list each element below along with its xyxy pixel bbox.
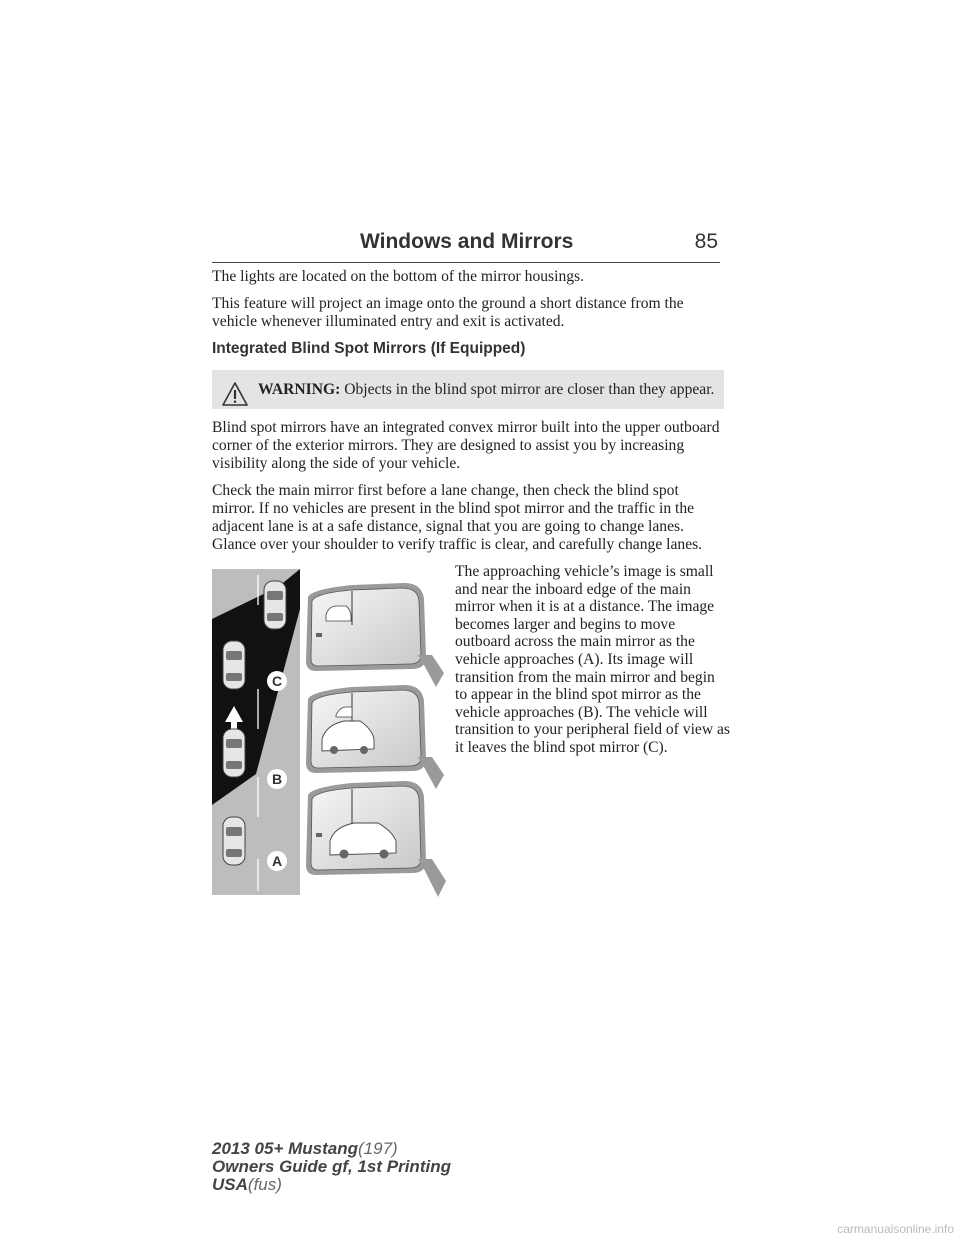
label-c: C bbox=[271, 673, 283, 689]
warning-label: WARNING: bbox=[258, 381, 341, 398]
label-b: B bbox=[271, 771, 283, 787]
footer-guide: Owners Guide gf, 1st Printing bbox=[212, 1157, 451, 1176]
label-b-badge bbox=[267, 769, 287, 789]
warning-text: Objects in the blind spot mirror are closer than they appear. bbox=[344, 381, 715, 398]
mirror-c bbox=[306, 583, 444, 687]
footer-line-2 bbox=[212, 1158, 451, 1176]
section-title: Windows and Mirrors bbox=[360, 230, 574, 253]
warning-triangle-icon bbox=[222, 382, 248, 406]
page-header bbox=[212, 228, 720, 263]
page-number: 85 bbox=[694, 230, 718, 253]
footer-market: USA bbox=[212, 1175, 248, 1194]
section-heading: Integrated Blind Spot Mirrors (If Equipped) bbox=[212, 340, 526, 357]
paragraph-lights: The lights are located on the bottom of the mirror housings. bbox=[212, 268, 585, 285]
paragraph-lane-change: Check the main mirror first before a lane change, then check the blind spot mirror. If no vehicles are present in the blind spot mirror and the traffic in the adjacent lane is at a safe distance, signal that you are going to change lanes. Glance over your shoulder to verify traffic is clear, and carefully change lanes. bbox=[212, 482, 703, 553]
car-middle bbox=[223, 729, 245, 777]
watermark: carmanualsonline.info bbox=[837, 1222, 954, 1236]
car-top bbox=[264, 581, 286, 629]
footer-page-code: (197) bbox=[358, 1139, 398, 1158]
figure-section bbox=[212, 563, 730, 905]
car-left bbox=[223, 641, 245, 689]
warning-box bbox=[212, 370, 724, 409]
mirror-a bbox=[306, 781, 446, 897]
label-c-badge bbox=[267, 671, 287, 691]
paragraph-projection: This feature will project an image onto the ground a short distance from the vehicle whenever illuminated entry and exit is activated. bbox=[212, 295, 684, 330]
paragraph-blind-spot: Blind spot mirrors have an integrated convex mirror built into the upper outboard corner of the exterior mirrors. They are designed to assist you by increasing visibility along the side of your vehicle. bbox=[212, 419, 720, 472]
blind-spot-diagram bbox=[212, 569, 452, 899]
mirror-b bbox=[306, 685, 444, 789]
car-bottom bbox=[223, 817, 245, 865]
paragraph-approaching-vehicle: The approaching vehicle’s image is small and near the inboard edge of the main mirror when it is at a distance. The image becomes larger and begins to move outboard across the main mirror as the vehicle approaches (A). Its image will transition from the main mirror and begin to appear in the blind spot mirror as the vehicle approaches (B). The vehicle will transition to your peripheral field of view as it leaves the blind spot mirror (C). bbox=[455, 563, 730, 756]
footer-line-1 bbox=[212, 1140, 451, 1158]
label-a-badge bbox=[267, 851, 287, 871]
page-content bbox=[212, 268, 730, 905]
footer-model: 2013 05+ Mustang bbox=[212, 1139, 358, 1158]
footer-market-code: (fus) bbox=[247, 1175, 282, 1194]
page-footer bbox=[212, 1140, 451, 1194]
footer-line-3 bbox=[212, 1176, 451, 1194]
label-a: A bbox=[271, 853, 283, 869]
